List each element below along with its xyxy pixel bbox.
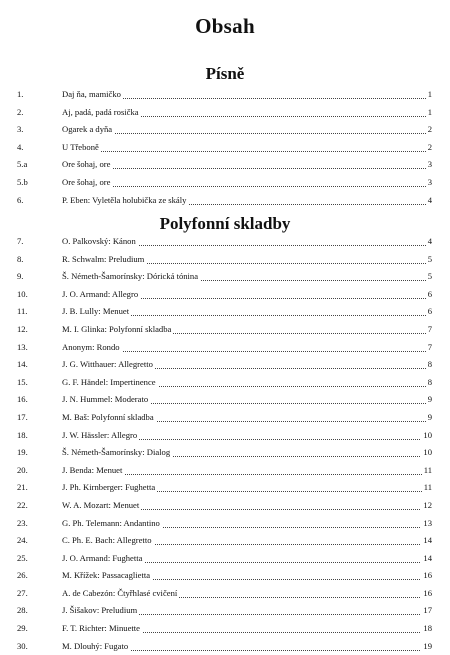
toc-entry-page: 6 xyxy=(426,286,432,304)
toc-entry-title: Aj, padá, padá rosička xyxy=(62,104,141,122)
dot-leader xyxy=(62,151,432,152)
toc-entry-title: M. Baš: Polyfonní skladba xyxy=(62,409,156,427)
toc-entry-number: 25. xyxy=(17,552,28,563)
toc-entry xyxy=(0,427,450,445)
toc-entry xyxy=(0,638,450,655)
toc-entry-title: J. G. Witthauer: Allegretto xyxy=(62,356,155,374)
toc-entry xyxy=(0,515,450,533)
toc-entry-page: 7 xyxy=(426,321,432,339)
toc-entry xyxy=(0,339,450,357)
toc-entry-number: 30. xyxy=(17,640,28,651)
toc-entry-page: 7 xyxy=(426,339,432,357)
toc-entry-number: 8. xyxy=(17,253,24,264)
toc-list-songs xyxy=(0,86,450,209)
toc-entry-title: G. Ph. Telemann: Andantino xyxy=(62,515,162,533)
toc-entry-title: Ore šohaj, ore xyxy=(62,174,112,192)
toc-entry-number: 16. xyxy=(17,394,28,405)
toc-entry-page: 8 xyxy=(426,356,432,374)
toc-entry-page: 2 xyxy=(426,139,432,157)
toc-entry-number: 19. xyxy=(17,447,28,458)
toc-entry xyxy=(0,462,450,480)
toc-entry-page: 9 xyxy=(426,409,432,427)
section-heading-polyphonic: Polyfonní skladby xyxy=(159,214,291,233)
toc-entry-number: 11. xyxy=(17,306,28,317)
toc-entry-number: 2. xyxy=(17,106,24,117)
toc-entry-number: 28. xyxy=(17,605,28,616)
toc-entry-title: M. Křížek: Passacaglietta xyxy=(62,567,152,585)
toc-entry-page: 6 xyxy=(426,303,432,321)
toc-entry-page: 18 xyxy=(421,620,432,638)
toc-entry xyxy=(0,567,450,585)
toc-entry-number: 27. xyxy=(17,587,28,598)
toc-entry-title: J. B. Lully: Menuet xyxy=(62,303,131,321)
toc-entry-page: 10 xyxy=(421,427,432,445)
toc-entry-number: 6. xyxy=(17,194,24,205)
toc-entry xyxy=(0,444,450,462)
dot-leader xyxy=(62,133,432,134)
toc-entry xyxy=(0,86,450,104)
toc-entry-title: Š. Németh-Šamorínsky: Dialog xyxy=(62,444,172,462)
toc-entry-number: 24. xyxy=(17,535,28,546)
toc-entry xyxy=(0,391,450,409)
toc-entry-page: 1 xyxy=(426,86,432,104)
toc-entry-page: 14 xyxy=(421,532,432,550)
toc-entry-number: 14. xyxy=(17,359,28,370)
toc-entry-title: J. O. Armand: Allegro xyxy=(62,286,140,304)
toc-entry-number: 20. xyxy=(17,464,28,475)
toc-entry-number: 10. xyxy=(17,288,28,299)
toc-entry-page: 5 xyxy=(426,268,432,286)
toc-entry-page: 17 xyxy=(421,602,432,620)
toc-entry-title: Anonym: Rondo xyxy=(62,339,122,357)
toc-entry-title: J. Šišakov: Preludium xyxy=(62,602,139,620)
toc-entry-number: 22. xyxy=(17,499,28,510)
toc-entry-page: 16 xyxy=(421,585,432,603)
toc-entry-page: 14 xyxy=(421,550,432,568)
toc-entry-page: 5 xyxy=(426,251,432,269)
toc-entry-number: 12. xyxy=(17,323,28,334)
toc-entry-title: C. Ph. E. Bach: Allegretto xyxy=(62,532,154,550)
toc-entry xyxy=(0,479,450,497)
toc-entry-page: 2 xyxy=(426,121,432,139)
toc-entry xyxy=(0,233,450,251)
dot-leader xyxy=(62,186,432,187)
toc-entry xyxy=(0,602,450,620)
toc-entry xyxy=(0,620,450,638)
toc-entry-number: 4. xyxy=(17,141,24,152)
toc-entry-page: 1 xyxy=(426,104,432,122)
toc-entry-page: 4 xyxy=(426,233,432,251)
toc-entry-page: 19 xyxy=(421,638,432,655)
toc-entry-title: O. Palkovský: Kánon xyxy=(62,233,138,251)
toc-entry-title: J. Benda: Menuet xyxy=(62,462,124,480)
toc-entry-number: 13. xyxy=(17,341,28,352)
toc-entry-page: 9 xyxy=(426,391,432,409)
toc-entry xyxy=(0,409,450,427)
toc-entry xyxy=(0,374,450,392)
toc-entry-title: J. Ph. Kirnberger: Fughetta xyxy=(62,479,157,497)
toc-entry xyxy=(0,321,450,339)
toc-list-polyphonic xyxy=(0,233,450,655)
toc-entry xyxy=(0,156,450,174)
toc-entry-number: 29. xyxy=(17,623,28,634)
toc-entry-title: R. Schwalm: Preludium xyxy=(62,251,146,269)
toc-entry-title: Š. Németh-Šamorínsky: Dórická tónina xyxy=(62,268,200,286)
toc-entry xyxy=(0,104,450,122)
toc-entry-page: 10 xyxy=(421,444,432,462)
toc-entry-number: 7. xyxy=(17,236,24,246)
toc-entry-title: G. F. Händel: Impertinence xyxy=(62,374,158,392)
toc-entry-title: J. N. Hummel: Moderato xyxy=(62,391,150,409)
toc-entry xyxy=(0,532,450,550)
toc-entry-number: 26. xyxy=(17,570,28,581)
toc-entry-page: 8 xyxy=(426,374,432,392)
toc-entry xyxy=(0,139,450,157)
toc-entry-page: 13 xyxy=(421,515,432,533)
toc-entry xyxy=(0,121,450,139)
toc-entry xyxy=(0,550,450,568)
toc-entry-page: 12 xyxy=(421,497,432,515)
toc-entry-number: 18. xyxy=(17,429,28,440)
toc-entry-title: J. W. Hässler: Allegro xyxy=(62,427,139,445)
toc-entry-title: Daj ňa, mamičko xyxy=(62,86,123,104)
toc-entry-number: 5.b xyxy=(17,176,28,187)
toc-entry xyxy=(0,303,450,321)
toc-entry-title: Ore šohaj, ore xyxy=(62,156,112,174)
toc-entry-number: 3. xyxy=(17,124,24,135)
toc-entry xyxy=(0,251,450,269)
toc-entry-title: P. Eben: Vyletěla holubička ze skály xyxy=(62,192,188,210)
toc-entry-title: A. de Cabezón: Čtyřhlasé cvičení xyxy=(62,585,179,603)
toc-entry-number: 9. xyxy=(17,271,24,282)
toc-entry-number: 5.a xyxy=(17,159,28,170)
section-heading-songs: Písně xyxy=(205,64,245,83)
toc-entry-page: 4 xyxy=(426,192,432,210)
toc-entry xyxy=(0,174,450,192)
toc-entry-number: 1. xyxy=(17,89,24,99)
toc-entry-number: 23. xyxy=(17,517,28,528)
toc-entry-page: 11 xyxy=(422,462,432,480)
page-title: Obsah xyxy=(195,14,255,38)
toc-entry xyxy=(0,192,450,210)
toc-entry xyxy=(0,497,450,515)
toc-entry-title: Ogarek a dyňa xyxy=(62,121,114,139)
toc-entry xyxy=(0,268,450,286)
toc-entry-title: U Třeboně xyxy=(62,139,101,157)
toc-entry-title: J. O. Armand: Fughetta xyxy=(62,550,144,568)
toc-entry-page: 3 xyxy=(426,174,432,192)
toc-entry-title: W. A. Mozart: Menuet xyxy=(62,497,141,515)
toc-entry-title: M. I. Glinka: Polyfonní skladba xyxy=(62,321,173,339)
toc-entry xyxy=(0,286,450,304)
dot-leader xyxy=(62,168,432,169)
toc-entry-number: 21. xyxy=(17,482,28,493)
toc-entry-number: 17. xyxy=(17,411,28,422)
toc-entry xyxy=(0,356,450,374)
toc-entry-number: 15. xyxy=(17,376,28,387)
toc-entry-page: 3 xyxy=(426,156,432,174)
toc-entry-title: M. Dlouhý: Fugato xyxy=(62,638,130,655)
toc-entry-page: 16 xyxy=(421,567,432,585)
toc-entry-page: 11 xyxy=(422,479,432,497)
toc-entry-title: F. T. Richter: Minuette xyxy=(62,620,142,638)
